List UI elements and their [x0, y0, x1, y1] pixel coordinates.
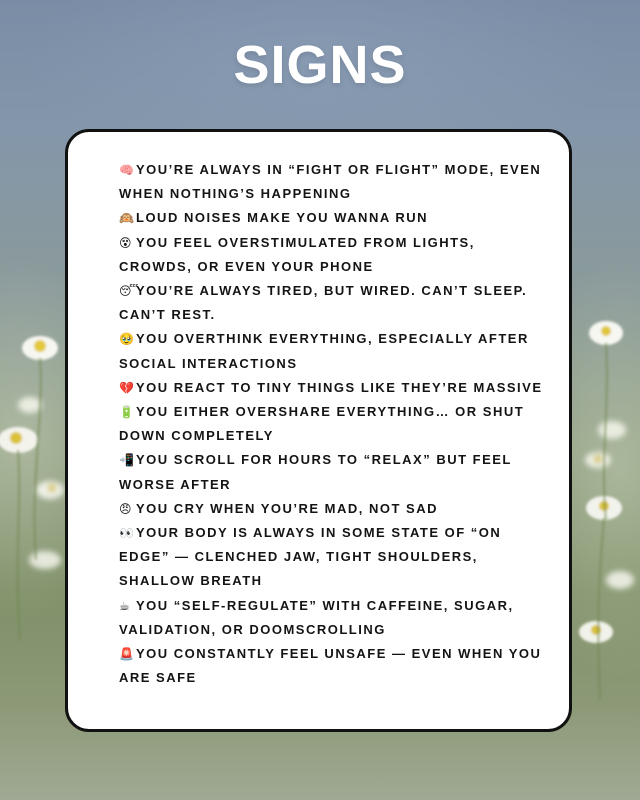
daisy-flower-icon [18, 397, 42, 413]
holding-back-tears-icon: 🥹 [119, 332, 134, 347]
page-title: SIGNS [233, 35, 407, 95]
mobile-phone-arrow-icon: 📲 [119, 453, 134, 468]
siren-light-icon: 🚨 [119, 647, 134, 662]
angry-face-icon: 😠 [119, 501, 132, 516]
sign-text: YOU FEEL OVERSTIMULATED FROM LIGHTS, CROWDS, OR EVEN YOUR PHONE [119, 234, 475, 274]
daisy-flower-icon [585, 452, 611, 468]
list-item [119, 594, 547, 642]
list-item [119, 497, 547, 521]
sign-text: YOU EITHER OVERSHARE EVERYTHING… OR SHUT DOWN COMPLETELY [119, 404, 525, 444]
hot-beverage-icon: ☕ [119, 598, 130, 613]
daisy-flower-icon [22, 336, 58, 360]
sign-text: LOUD NOISES MAKE YOU WANNA RUN [136, 210, 429, 226]
daisy-flower-icon [29, 551, 61, 569]
daisy-flower-icon [0, 427, 38, 453]
brain-icon: 🧠 [119, 163, 134, 177]
list-item [119, 158, 547, 206]
daisy-flower-icon [598, 421, 626, 439]
battery-icon: 🔋 [119, 405, 134, 420]
daisy-flower-icon [606, 571, 634, 589]
dizzy-face-icon: 😵 [119, 235, 132, 250]
daisy-flower-icon [36, 481, 64, 499]
list-item [119, 327, 547, 375]
sign-text: YOU OVERTHINK EVERYTHING, ESPECIALLY AFTER SOCIAL INTERACTIONS [119, 331, 529, 371]
list-item [119, 400, 547, 448]
signs-list [119, 158, 547, 690]
sleeping-face-icon: 😴 [119, 284, 139, 299]
list-item [119, 231, 547, 279]
sign-text: YOU’RE ALWAYS IN “FIGHT OR FLIGHT” MODE, EVEN WHEN NOTHING’S HAPPENING [119, 162, 542, 202]
sign-text: YOU “SELF-REGULATE” WITH CAFFEINE, SUGAR, VALIDATION, OR DOOMSCROLLING [119, 597, 514, 637]
eyes-icon: 👀 [119, 526, 134, 541]
daisy-flower-icon [586, 496, 622, 520]
list-item [119, 279, 547, 327]
signs-card [65, 129, 572, 732]
sign-text: YOU CRY WHEN YOU’RE MAD, NOT SAD [136, 500, 439, 516]
list-item [119, 521, 547, 594]
sign-text: YOUR BODY IS ALWAYS IN SOME STATE OF “ON EDGE” — CLENCHED JAW, TIGHT SHOULDERS, SHALLOW BREATH [119, 525, 502, 589]
sign-text: YOU REACT TO TINY THINGS LIKE THEY’RE MASSIVE [136, 379, 543, 395]
list-item [119, 642, 547, 690]
broken-heart-icon: 💔 [119, 380, 134, 395]
sign-text: YOU SCROLL FOR HOURS TO “RELAX” BUT FEEL WORSE AFTER [119, 452, 512, 492]
sign-text: YOU CONSTANTLY FEEL UNSAFE — EVEN WHEN YOU ARE SAFE [119, 646, 542, 686]
list-item [119, 376, 547, 400]
list-item [119, 206, 547, 230]
daisy-flower-icon [579, 621, 613, 643]
daisy-flower-icon [589, 321, 623, 345]
list-item [119, 448, 547, 496]
hear-no-evil-monkey-icon: 🙉 [119, 211, 134, 226]
sign-text: YOU’RE ALWAYS TIRED, BUT WIRED. CAN’T SLEEP. CAN’T REST. [119, 283, 528, 323]
